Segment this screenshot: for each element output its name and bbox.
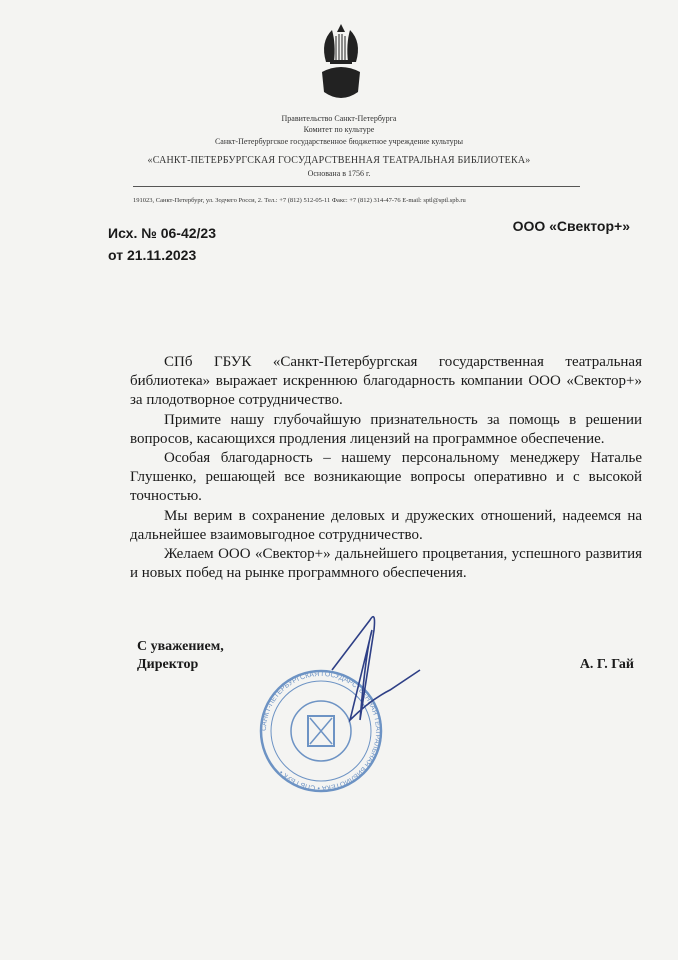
letterhead-address: 191023, Санкт-Петербург, ул. Зодчего Росси, 2. Тел.: +7 (812) 512-05-11 Факс: +7 (812) 314-47-76 E-mail: sptl@sptl.spb.ru (133, 197, 466, 204)
paragraph: Особая благодарность – нашему персональному менеджеру Наталье Глушенко, решающей все возникающие вопросы оперативно и с высокой точностью. (130, 450, 642, 505)
director-signature-icon (330, 610, 430, 730)
letterhead-divider (133, 186, 580, 187)
paragraph: Примите нашу глубочайшую признательность за помощь в решении вопросов, касающихся продления лицензий на программное обеспечение. (130, 411, 642, 447)
letterhead-org-name: «САНКТ-ПЕТЕРБУРГСКАЯ ГОСУДАРСТВЕННАЯ ТЕАТРАЛЬНАЯ БИБЛИОТЕКА» (147, 155, 531, 166)
letterhead-government: Правительство Санкт-Петербурга (281, 114, 397, 123)
reference-date: от 21.11.2023 (108, 247, 197, 263)
signatory-name: А. Г. Гай (579, 657, 634, 672)
recipient: ООО «Свектор+» (512, 218, 630, 234)
reference-number: Исх. № 06-42/23 (108, 225, 216, 241)
letter-body (130, 353, 642, 583)
lyre-logo-icon (318, 22, 364, 104)
signatory-position: Директор (137, 657, 199, 672)
paragraph: СПб ГБУК «Санкт-Петербургская государственная театральная библиотека» выражает искреннюю благодарность компании ООО «Свектор+» за плодотворное сотрудничество. (130, 354, 642, 409)
letterhead-institution-type: Санкт-Петербургское государственное бюджетное учреждение культуры (214, 137, 464, 146)
paragraph: Мы верим в сохранение деловых и дружеских отношений, надеемся на дальнейшее взаимовыгодное сотрудничество. (130, 507, 642, 543)
closing-regards: С уважением, (137, 639, 224, 654)
paragraph: Желаем ООО «Свектор+» дальнейшего процветания, успешного развития и новых побед на рынке программного обеспечения. (130, 546, 642, 582)
letterhead-committee: Комитет по культуре (303, 125, 375, 134)
svg-text:САНКТ-ПЕТЕРБУРГСКАЯ ГОСУДАРСТВ: САНКТ-ПЕТЕРБУРГСКАЯ ГОСУДАРСТВЕННАЯ ТЕАТРАЛЬНАЯ БИБЛИОТЕКА • СПБ ГБУК • (260, 670, 382, 792)
letterhead-founded: Основана в 1756 г. (307, 169, 371, 178)
